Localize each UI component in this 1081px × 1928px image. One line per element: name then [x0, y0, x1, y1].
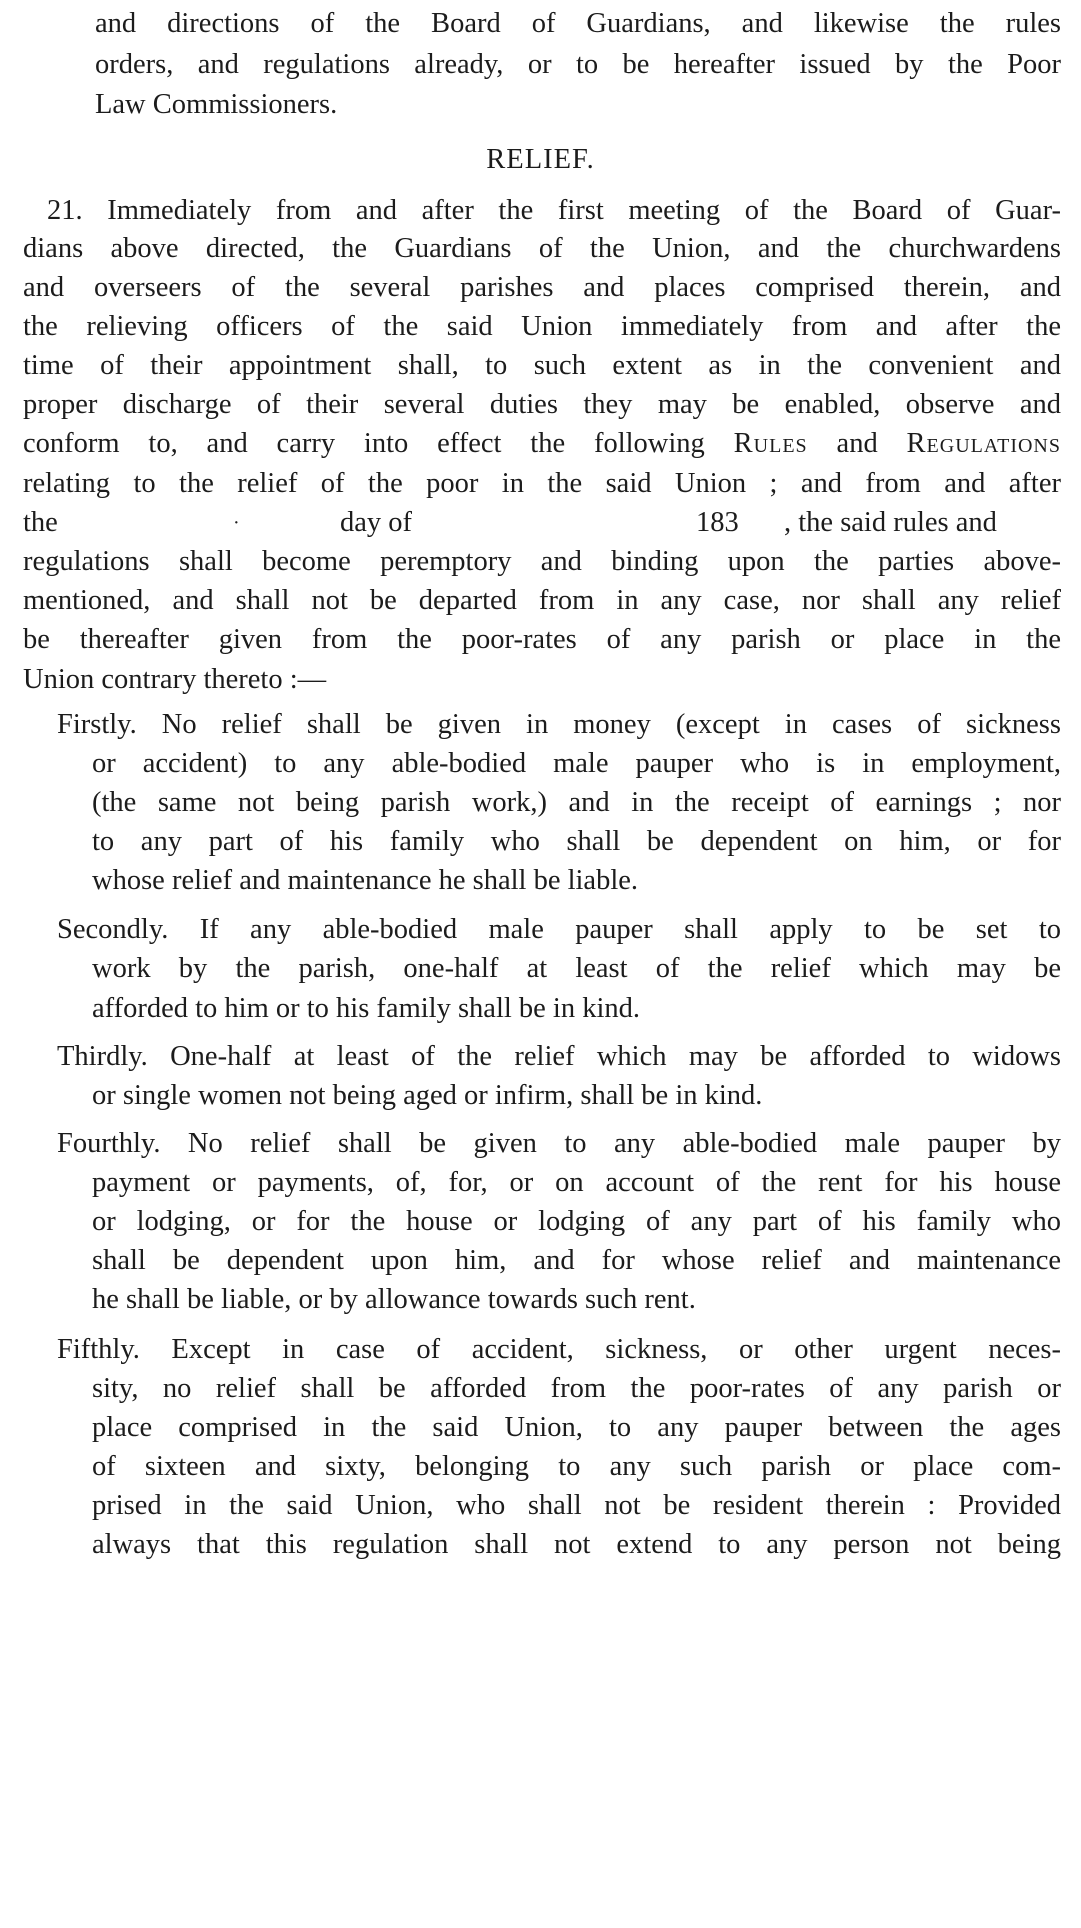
text-line: or single women not being aged or infirm, shall be in kind. — [92, 1080, 763, 1111]
text-line: orders, and regulations already, or to be hereafter issued by the Poor — [95, 49, 1061, 80]
text-line: Fifthly. Except in case of accident, sickness, or other urgent neces- — [57, 1334, 1061, 1365]
text-line: Firstly. No relief shall be given in money (except in cases of sickness — [57, 709, 1061, 740]
section-heading: RELIEF. — [486, 144, 595, 175]
text-line: be thereafter given from the poor-rates of any parish or place in the — [23, 624, 1061, 655]
text-line: the relieving officers of the said Union immediately from and after the — [23, 311, 1061, 342]
text-fragment: and — [807, 428, 907, 459]
text-line: place comprised in the said Union, to any pauper between the ages — [92, 1412, 1061, 1443]
text-line: afforded to him or to his family shall be in kind. — [92, 993, 641, 1024]
text-line: time of their appointment shall, to such extent as in the convenient and — [23, 350, 1061, 381]
text-line: or accident) to any able-bodied male pauper who is in employment, — [92, 748, 1061, 779]
regulations-term: Regulations — [906, 428, 1061, 459]
text-line — [23, 424, 1061, 464]
text-line: sity, no relief shall be afforded from the poor-rates of any parish or — [92, 1373, 1061, 1404]
date-blank-line — [0, 503, 1081, 543]
text-line: 21. Immediately from and after the first meeting of the Board of Guar- — [47, 195, 1061, 226]
year-prefix: 183 — [696, 507, 739, 538]
text-line: whose relief and maintenance he shall be liable. — [92, 865, 639, 896]
text-line: he shall be liable, or by allowance towards such rent. — [92, 1284, 696, 1315]
text-fragment: day of — [340, 507, 413, 538]
text-line: to any part of his family who shall be dependent on him, or for — [92, 826, 1061, 857]
text-line: work by the parish, one-half at least of the relief which may be — [92, 953, 1061, 984]
text-line: (the same not being parish work,) and in the receipt of earnings ; nor — [92, 787, 1061, 818]
text-line: Law Commissioners. — [95, 89, 338, 120]
text-line: Secondly. If any able-bodied male pauper shall apply to be set to — [57, 914, 1061, 945]
text-line: mentioned, and shall not be departed from in any case, nor shall any relief — [23, 585, 1061, 616]
text-line: prised in the said Union, who shall not be resident therein : Provided — [92, 1490, 1061, 1521]
rules-term: Rules — [733, 428, 808, 459]
text-line: always that this regulation shall not extend to any person not being — [92, 1529, 1061, 1560]
text-line: shall be dependent upon him, and for whose relief and maintenance — [92, 1245, 1061, 1276]
text-line: and overseers of the several parishes and places comprised therein, and — [23, 272, 1061, 303]
text-line: of sixteen and sixty, belonging to any such parish or place com- — [92, 1451, 1061, 1482]
text-fragment: conform to, and carry into effect the following — [23, 428, 734, 459]
text-fragment: the — [23, 507, 58, 538]
text-line: relating to the relief of the poor in the said Union ; and from and after — [23, 468, 1061, 499]
text-line: dians above directed, the Guardians of the Union, and the churchwardens — [23, 233, 1061, 264]
text-line: Thirdly. One-half at least of the relief which may be afforded to widows — [57, 1041, 1061, 1072]
text-fragment: , the said rules and — [784, 507, 997, 538]
text-line: proper discharge of their several duties they may be enabled, observe and — [23, 389, 1061, 420]
text-line: Fourthly. No relief shall be given to any able-bodied male pauper by — [57, 1128, 1061, 1159]
text-line: or lodging, or for the house or lodging of any part of his family who — [92, 1206, 1061, 1237]
blank-mark: · — [233, 512, 240, 534]
text-line: regulations shall become peremptory and binding upon the parties above- — [23, 546, 1061, 577]
text-line: payment or payments, of, for, or on account of the rent for his house — [92, 1167, 1061, 1198]
text-line: and directions of the Board of Guardians, and likewise the rules — [95, 8, 1061, 39]
text-line: Union contrary thereto :— — [23, 664, 327, 695]
